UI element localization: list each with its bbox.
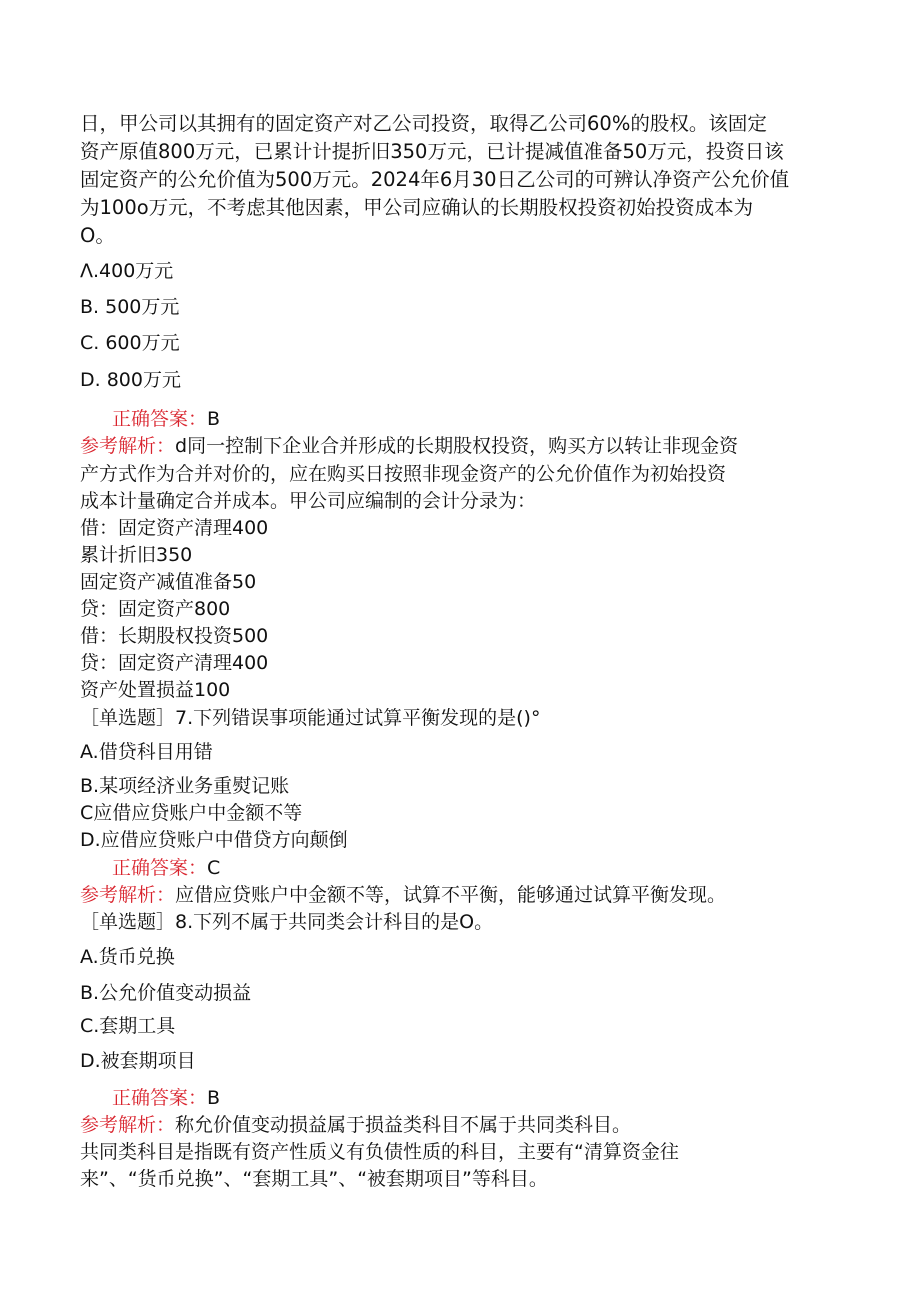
- q6-answer: [112, 406, 220, 432]
- q6-option-d: D. 800万元: [80, 369, 181, 391]
- q8-extra-line: 共同类科目是指既有资产性质义有负债性质的科目，主要有“清算资金往: [80, 1141, 679, 1163]
- journal-entry: 固定资产减值准备50: [80, 571, 257, 593]
- q6-stem-line: 为100o万元，不考虑其他因素，甲公司应确认的长期股权投资初始投资成本为: [80, 196, 754, 219]
- q6-stem-line: 固定资产的公允价值为500万元。2024年6月30日乙公司的可辨认净资产公允价值: [80, 168, 790, 191]
- answer-value: B: [207, 1087, 221, 1109]
- journal-entry: 借：固定资产清理400: [80, 517, 269, 539]
- analysis-text: 称允价值变动损益属于损益类科目不属于共同类科目。: [175, 1114, 632, 1136]
- q8-analysis: [80, 1112, 631, 1138]
- q8-option-d: D.被套期项目: [80, 1050, 196, 1072]
- q8-option-c: C.套期工具: [80, 1015, 176, 1037]
- q6-analysis-line: 成本计量确定合并成本。甲公司应编制的会计分录为：: [80, 490, 537, 512]
- q7-answer: [112, 855, 220, 881]
- journal-entry: 资产处置损益100: [80, 679, 231, 701]
- analysis-text: d同一控制下企业合并形成的长期股权投资，购买方以转让非现金资: [175, 435, 739, 457]
- answer-label: 正确答案：: [112, 1087, 208, 1109]
- q6-stem-line: O。: [80, 224, 115, 247]
- journal-entry: 贷：固定资产清理400: [80, 652, 269, 674]
- answer-value: C: [207, 857, 221, 879]
- q7-option-c: C应借应贷账户中金额不等: [80, 802, 303, 824]
- analysis-label: 参考解析：: [80, 1114, 176, 1136]
- q8-option-a: A.货币兑换: [80, 946, 175, 968]
- q7-analysis: [80, 882, 726, 908]
- analysis-label: 参考解析：: [80, 884, 176, 906]
- q6-option-a: Λ.400万元: [80, 260, 174, 282]
- analysis-text: 应借应贷账户中金额不等，试算不平衡，能够通过试算平衡发现。: [175, 884, 727, 906]
- q6-option-b: B. 500万元: [80, 296, 180, 318]
- analysis-label: 参考解析：: [80, 435, 176, 457]
- q6-analysis-line: 产方式作为合并对价的，应在购买日按照非现金资产的公允价值作为初始投资: [80, 463, 727, 485]
- q8-extra-line: 来”、“货币兑换”、“套期工具”、“被套期项目”等科目。: [80, 1168, 548, 1190]
- q6-stem-line: 日，甲公司以其拥有的固定资产对乙公司投资，取得乙公司60%的股权。该固定: [80, 112, 767, 135]
- q7-stem: ［单选题］7.下列错误事项能通过试算平衡发现的是()°: [80, 707, 541, 729]
- q8-option-b: B.公允价值变动损益: [80, 982, 252, 1004]
- answer-label: 正确答案：: [112, 857, 208, 879]
- journal-entry: 贷：固定资产800: [80, 598, 231, 620]
- journal-entry: 借：长期股权投资500: [80, 625, 269, 647]
- journal-entry: 累计折旧350: [80, 544, 193, 566]
- q7-option-b: B.某项经济业务重熨记账: [80, 775, 290, 797]
- q6-analysis-line: [80, 433, 738, 459]
- answer-value: B: [207, 408, 221, 430]
- q6-option-c: C. 600万元: [80, 332, 180, 354]
- q7-option-d: D.应借应贷账户中借贷方向颠倒: [80, 829, 348, 851]
- q6-stem-line: 资产原值800万元，已累计计提折旧350万元，已计提减值准备50万元，投资日该: [80, 140, 784, 163]
- q8-answer: [112, 1085, 220, 1111]
- answer-label: 正确答案：: [112, 408, 208, 430]
- q8-stem: ［单选题］8.下列不属于共同类会计科目的是O。: [80, 911, 494, 933]
- q7-option-a: A.借贷科目用错: [80, 741, 213, 763]
